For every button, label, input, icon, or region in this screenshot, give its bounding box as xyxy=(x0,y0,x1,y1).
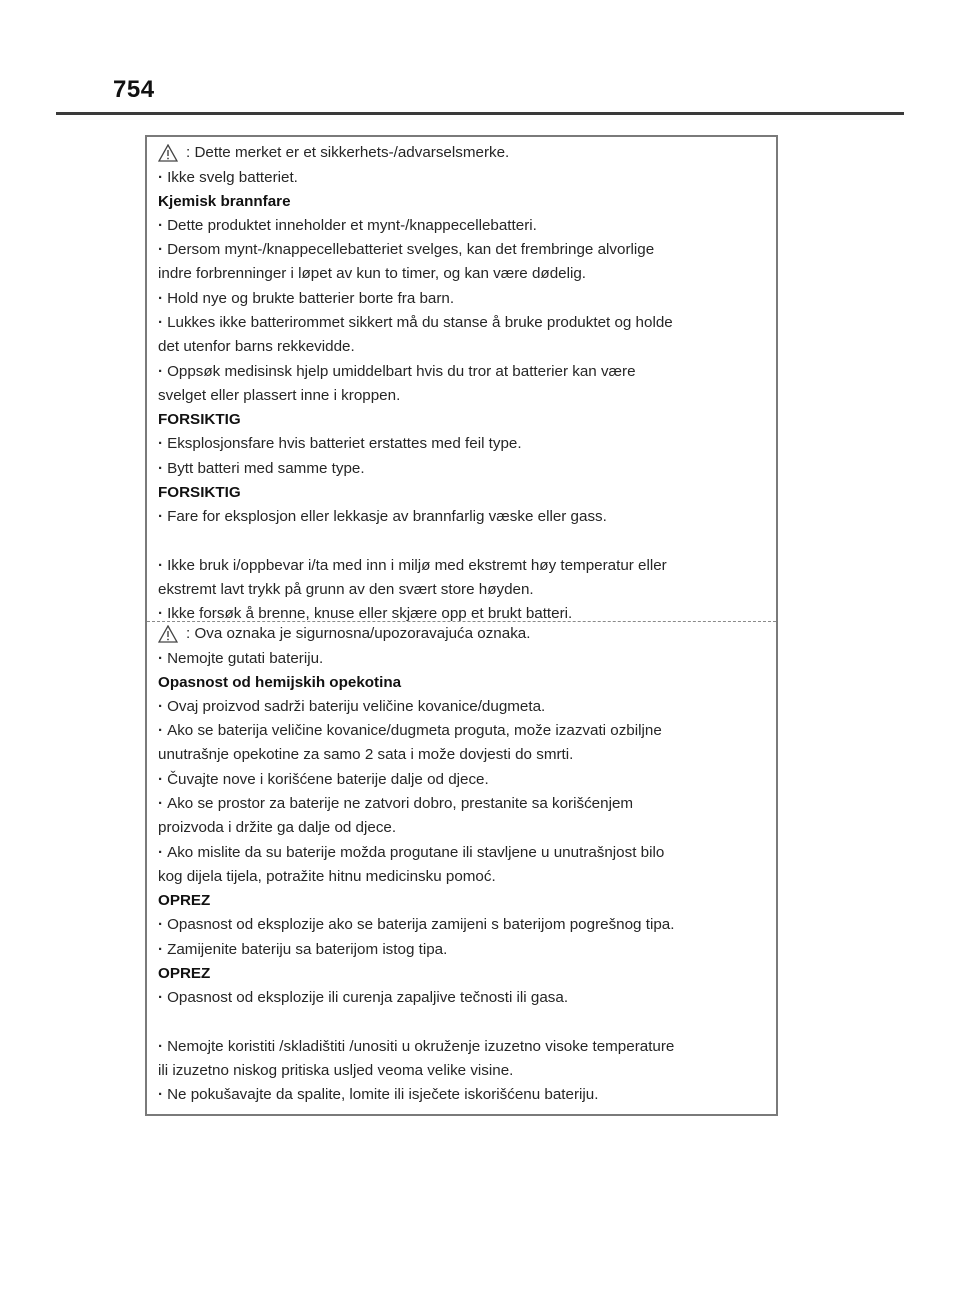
warning-triangle-icon xyxy=(158,625,178,643)
list-item: · Ako se baterija veličine kovanice/dugmeta proguta, može izazvati ozbiljne xyxy=(158,721,662,741)
list-item: · Ako se prostor za baterije ne zatvori dobro, prestanite sa korišćenjem xyxy=(158,794,633,814)
heading-caution: FORSIKTIG xyxy=(158,484,241,501)
list-item: · Ikke forsøk å brenne, knuse eller skjære opp et brukt batteri. xyxy=(158,604,572,624)
list-item-continuation: kog dijela tijela, potražite hitnu medicinsku pomoć. xyxy=(158,868,496,885)
section-divider xyxy=(147,621,776,622)
list-item: · Opasnost od eksplozije ako se baterija zamijeni s baterijom pogrešnog tipa. xyxy=(158,915,674,935)
battery-warning-box xyxy=(145,135,778,1116)
list-item: · Bytt batteri med samme type. xyxy=(158,459,365,479)
list-item: · Ovaj proizvod sadrži bateriju veličine kovanice/dugmeta. xyxy=(158,697,545,717)
heading-chemical-burn: Opasnost od hemijskih opekotina xyxy=(158,674,402,691)
heading-caution: OPREZ xyxy=(158,965,211,982)
heading-chemical-burn: Kjemisk brannfare xyxy=(158,193,291,210)
list-item: · Nemojte koristiti /skladištiti /unositi u okruženje izuzetno visoke temperature xyxy=(158,1037,674,1057)
list-item: · Lukkes ikke batterirommet sikkert må du stanse å bruke produktet og holde xyxy=(158,313,673,333)
warning-mark-line xyxy=(158,143,509,163)
warning-triangle-icon xyxy=(158,144,178,162)
list-item-continuation: det utenfor barns rekkevidde. xyxy=(158,338,355,355)
list-item: · Ikke svelg batteriet. xyxy=(158,168,298,188)
list-item: · Čuvajte nove i korišćene baterije dalje od djece. xyxy=(158,770,489,790)
list-item: · Dersom mynt-/knappecellebatteriet svelges, kan det frembringe alvorlige xyxy=(158,240,654,260)
list-item-continuation: svelget eller plassert inne i kroppen. xyxy=(158,387,401,404)
heading-caution: FORSIKTIG xyxy=(158,411,241,428)
list-item: · Zamijenite bateriju sa baterijom istog tipa. xyxy=(158,940,447,960)
list-item-continuation: proizvoda i držite ga dalje od djece. xyxy=(158,819,397,836)
list-item: · Oppsøk medisinsk hjelp umiddelbart hvis du tror at batterier kan være xyxy=(158,362,636,382)
page-number: 754 xyxy=(113,76,155,103)
header-rule xyxy=(56,112,904,115)
list-item-continuation: unutrašnje opekotine za samo 2 sata i može dovjesti do smrti. xyxy=(158,746,574,763)
list-item: · Dette produktet inneholder et mynt-/knappecellebatteri. xyxy=(158,216,537,236)
list-item: · Ikke bruk i/oppbevar i/ta med inn i miljø med ekstremt høy temperatur eller xyxy=(158,556,667,576)
list-item: · Ako mislite da su baterije možda progutane ili stavljene u unutrašnjost bilo xyxy=(158,843,664,863)
warning-mark-text: : Ova oznaka je sigurnosna/upozoravajuća oznaka. xyxy=(186,625,531,642)
list-item: · Eksplosjonsfare hvis batteriet erstattes med feil type. xyxy=(158,434,522,454)
heading-caution: OPREZ xyxy=(158,892,211,909)
warning-mark-line xyxy=(158,624,530,644)
list-item: · Ne pokušavajte da spalite, lomite ili isječete iskorišćenu bateriju. xyxy=(158,1085,598,1105)
list-item-continuation: ili izuzetno niskog pritiska usljed veoma velike visine. xyxy=(158,1062,514,1079)
list-item-continuation: indre forbrenninger i løpet av kun to timer, og kan være dødelig. xyxy=(158,265,587,282)
list-item-continuation: ekstremt lavt trykk på grunn av den svært store høyden. xyxy=(158,581,534,598)
list-item: · Nemojte gutati bateriju. xyxy=(158,649,323,669)
warning-mark-text: : Dette merket er et sikkerhets-/advarselsmerke. xyxy=(186,144,510,161)
list-item: · Opasnost od eksplozije ili curenja zapaljive tečnosti ili gasa. xyxy=(158,988,568,1008)
list-item: · Hold nye og brukte batterier borte fra barn. xyxy=(158,289,454,309)
list-item: · Fare for eksplosjon eller lekkasje av brannfarlig væske eller gass. xyxy=(158,507,607,527)
